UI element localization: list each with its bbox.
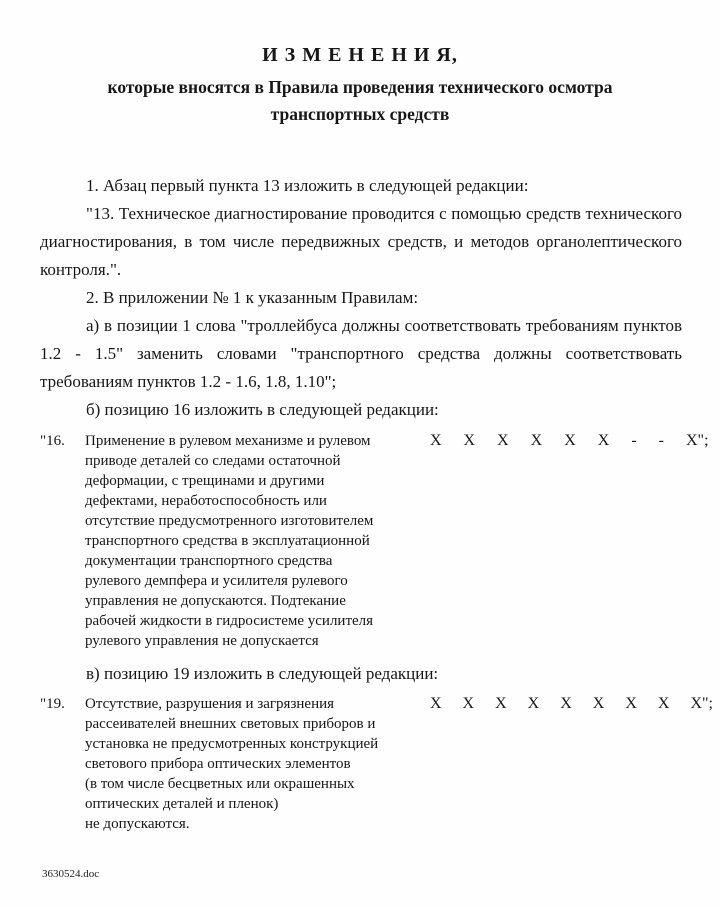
item-16-line: дефектами, неработоспособность или — [85, 493, 327, 509]
item-19-line: Отсутствие, разрушения и загрязнения — [85, 696, 335, 712]
item-16-number: "16. — [40, 433, 65, 449]
item-19-line: не допускаются. — [85, 816, 190, 832]
item-19-line: (в том числе бесцветных или окрашенных — [85, 776, 355, 792]
item-16-line: рулевого демпфера и усилителя рулевого — [85, 573, 348, 589]
item-16-line: рабочей жидкости в гидросистеме усилителя — [85, 613, 374, 629]
item-16-line: документации транспортного средства — [85, 553, 333, 569]
item-19-line: установка не предусмотренных конструкцией — [85, 736, 379, 752]
item-19-line: оптических деталей и пленок) — [85, 796, 279, 812]
paragraph-2: 2. В приложении № 1 к указанным Правилам: — [86, 288, 419, 307]
document-body — [40, 172, 713, 834]
item-19-text — [85, 694, 420, 834]
paragraph-2v: в) позицию 19 изложить в следующей редакции: — [86, 664, 439, 683]
footer-filename: 3630524.doc — [42, 868, 100, 880]
table-row-19 — [40, 694, 713, 834]
paragraph-2a: а) в позиции 1 слова "троллейбуса должны соответствовать требованиям пунктов 1.2 - 1.5" заменить словами "транспортного средства должны соответствовать требованиям пунктов 1.2 - 1.6, 1.8, 1.10"; — [40, 316, 682, 391]
item-19-number: "19. — [40, 696, 65, 712]
document-title: И З М Е Н Е Н И Я, — [262, 44, 458, 66]
document-subtitle: которые вносятся в Правила проведения технического осмотра транспортных средств — [107, 77, 613, 124]
item-16-line: приводе деталей со следами остаточной — [85, 453, 341, 469]
table-row-16 — [40, 431, 709, 651]
item-16-marks: Х Х Х Х Х Х - - Х"; — [430, 432, 709, 449]
item-16-line: управления не допускаются. Подтекание — [85, 593, 346, 609]
item-16-line: Применение в рулевом механизме и рулевом — [85, 433, 371, 449]
item-16-line: транспортного средства в эксплуатационной — [85, 533, 370, 549]
item-16-text — [85, 431, 420, 651]
paragraph-2b: б) позицию 16 изложить в следующей редакции: — [86, 400, 439, 419]
paragraph-1: 1. Абзац первый пункта 13 изложить в следующей редакции: — [86, 176, 529, 195]
item-16-line: отсутствие предусмотренного изготовителем — [85, 513, 374, 529]
item-19-line: рассеивателей внешних световых приборов и — [85, 716, 376, 732]
paragraph-13-quote: "13. Техническое диагностирование проводится с помощью средств технического диагностирования, в том числе передвижных средств, и методов органолептического контроля.". — [40, 204, 682, 279]
item-16-line: деформации, с трещинами и другими — [85, 473, 325, 489]
item-19-marks: Х Х Х Х Х Х Х Х Х"; — [430, 695, 713, 712]
item-16-line: рулевого управления не допускается — [85, 633, 319, 649]
item-19-line: светового прибора оптических элементов — [85, 756, 351, 772]
